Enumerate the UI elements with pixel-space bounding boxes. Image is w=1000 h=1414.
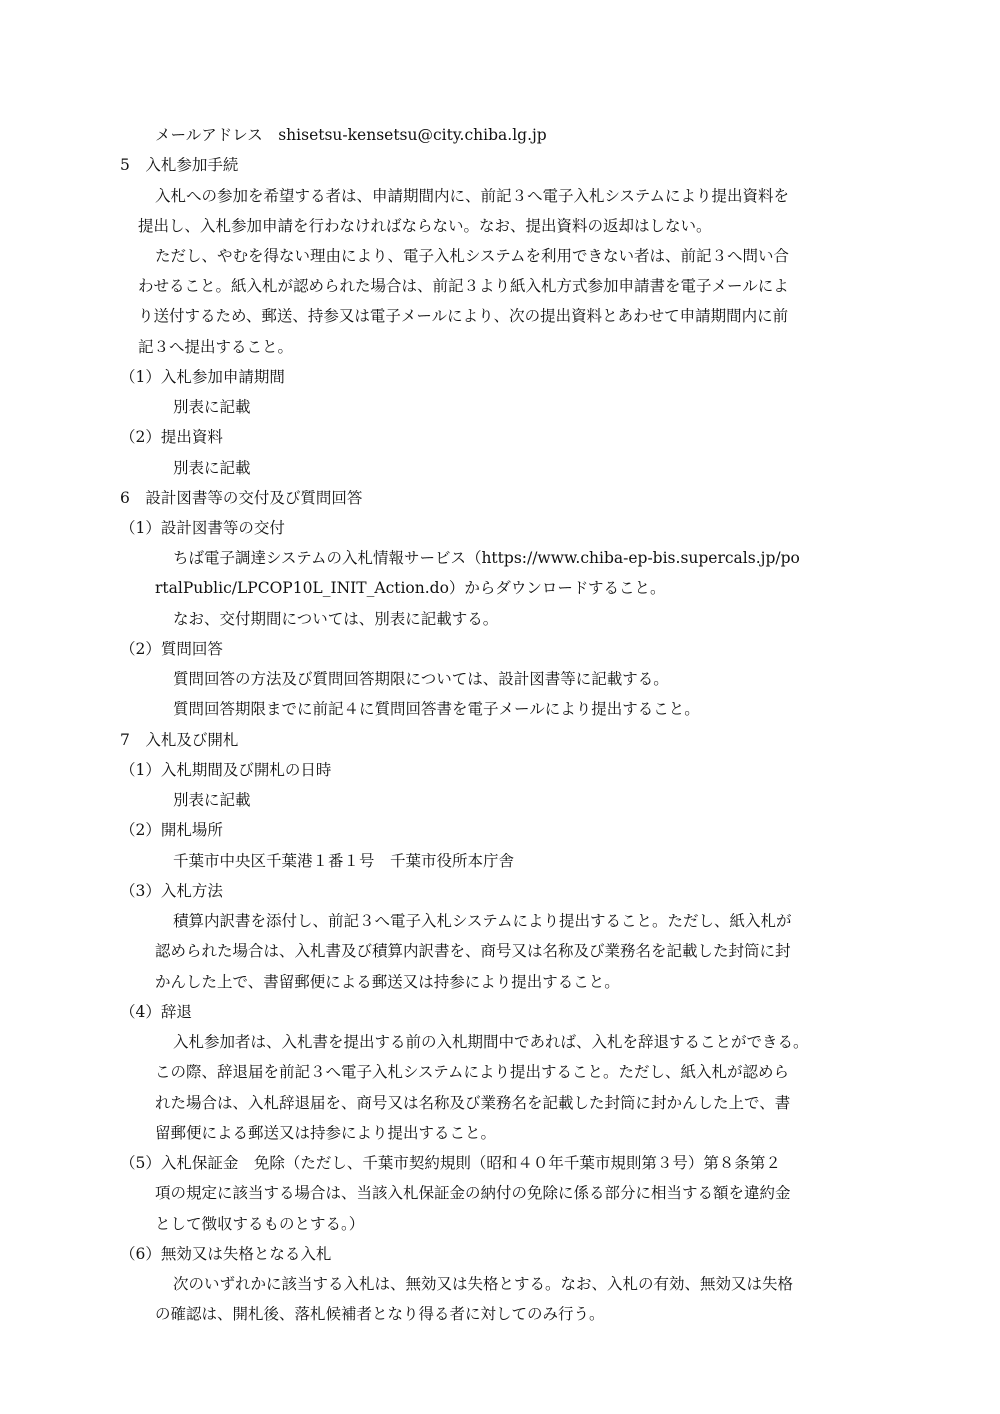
paragraph-line: 次のいずれかに該当する入札は、無効又は失格とする。なお、入札の有効、無効又は失格 (173, 1275, 794, 1293)
paragraph-line: 項の規定に該当する場合は、当該入札保証金の納付の免除に係る部分に相当する額を違約金 (155, 1184, 791, 1202)
subsection-heading: （2）開札場所 (120, 821, 223, 839)
paragraph-line: 別表に記載 (173, 791, 251, 809)
subsection-heading: （1）入札期間及び開札の日時 (120, 761, 332, 779)
paragraph-line: わせること。紙入札が認められた場合は、前記３より紙入札方式参加申請書を電子メールによ (138, 277, 789, 295)
paragraph-line: り送付するため、郵送、持参又は電子メールにより、次の提出資料とあわせて申請期間内に前 (138, 307, 789, 325)
section-6-heading: 6 設計図書等の交付及び質問回答 (120, 489, 363, 507)
paragraph-line: 千葉市中央区千葉港１番１号 千葉市役所本庁舎 (173, 852, 515, 870)
subsection-heading: （2）質問回答 (120, 640, 223, 658)
section-7-heading: 7 入札及び開札 (120, 731, 239, 749)
paragraph-line: れた場合は、入札辞退届を、商号又は名称及び業務名を記載した封筒に封かんした上で、書 (155, 1094, 791, 1112)
paragraph-line: 留郵便による郵送又は持参により提出すること。 (155, 1124, 497, 1142)
paragraph-line: ちば電子調達システムの入札情報サービス（https://www.chiba-ep-bis.supercals.jp/po (173, 549, 800, 567)
subsection-heading: （5）入札保証金 免除（ただし、千葉市契約規則（昭和４０年千葉市規則第３号）第８条第２ (120, 1154, 781, 1172)
subsection-heading: （3）入札方法 (120, 882, 223, 900)
paragraph-line: 質問回答期限までに前記４に質問回答書を電子メールにより提出すること。 (173, 700, 700, 718)
paragraph-line: ただし、やむを得ない理由により、電子入札システムを利用できない者は、前記３へ問い合 (155, 247, 789, 265)
paragraph-line: かんした上で、書留郵便による郵送又は持参により提出すること。 (155, 973, 620, 991)
paragraph-line: なお、交付期間については、別表に記載する。 (173, 610, 499, 628)
subsection-heading: （2）提出資料 (120, 428, 223, 446)
paragraph-line: 認められた場合は、入札書及び積算内訳書を、商号又は名称及び業務名を記載した封筒に封 (155, 942, 791, 960)
subsection-heading: （4）辞退 (120, 1003, 192, 1021)
paragraph-line: の確認は、開札後、落札候補者となり得る者に対してのみ行う。 (155, 1305, 605, 1323)
subsection-heading: （6）無効又は失格となる入札 (120, 1245, 332, 1263)
paragraph-line: 入札への参加を希望する者は、申請期間内に、前記３へ電子入札システムにより提出資料を (155, 187, 789, 205)
paragraph-line: 記３へ提出すること。 (138, 338, 294, 356)
paragraph-line: 別表に記載 (173, 398, 251, 416)
paragraph-line: 別表に記載 (173, 459, 251, 477)
paragraph-line: 質問回答の方法及び質問回答期限については、設計図書等に記載する。 (173, 670, 669, 688)
paragraph-line: 提出し、入札参加申請を行わなければならない。なお、提出資料の返却はしない。 (138, 217, 712, 235)
section-5-heading: 5 入札参加手続 (120, 156, 239, 174)
paragraph-line: この際、辞退届を前記３へ電子入札システムにより提出すること。ただし、紙入札が認めら (155, 1063, 789, 1081)
subsection-heading: （1）入札参加申請期間 (120, 368, 285, 386)
subsection-heading: （1）設計図書等の交付 (120, 519, 285, 537)
paragraph-line: として徴収するものとする。） (155, 1215, 365, 1233)
email-line: メールアドレス shisetsu-kensetsu@city.chiba.lg.jp (155, 126, 547, 144)
paragraph-line: 積算内訳書を添付し、前記３へ電子入札システムにより提出すること。ただし、紙入札が (173, 912, 792, 930)
paragraph-line: rtalPublic/LPCOP10L_INIT_Action.do）からダウンロードすること。 (155, 579, 666, 597)
paragraph-line: 入札参加者は、入札書を提出する前の入札期間中であれば、入札を辞退することができる。 (173, 1033, 809, 1051)
